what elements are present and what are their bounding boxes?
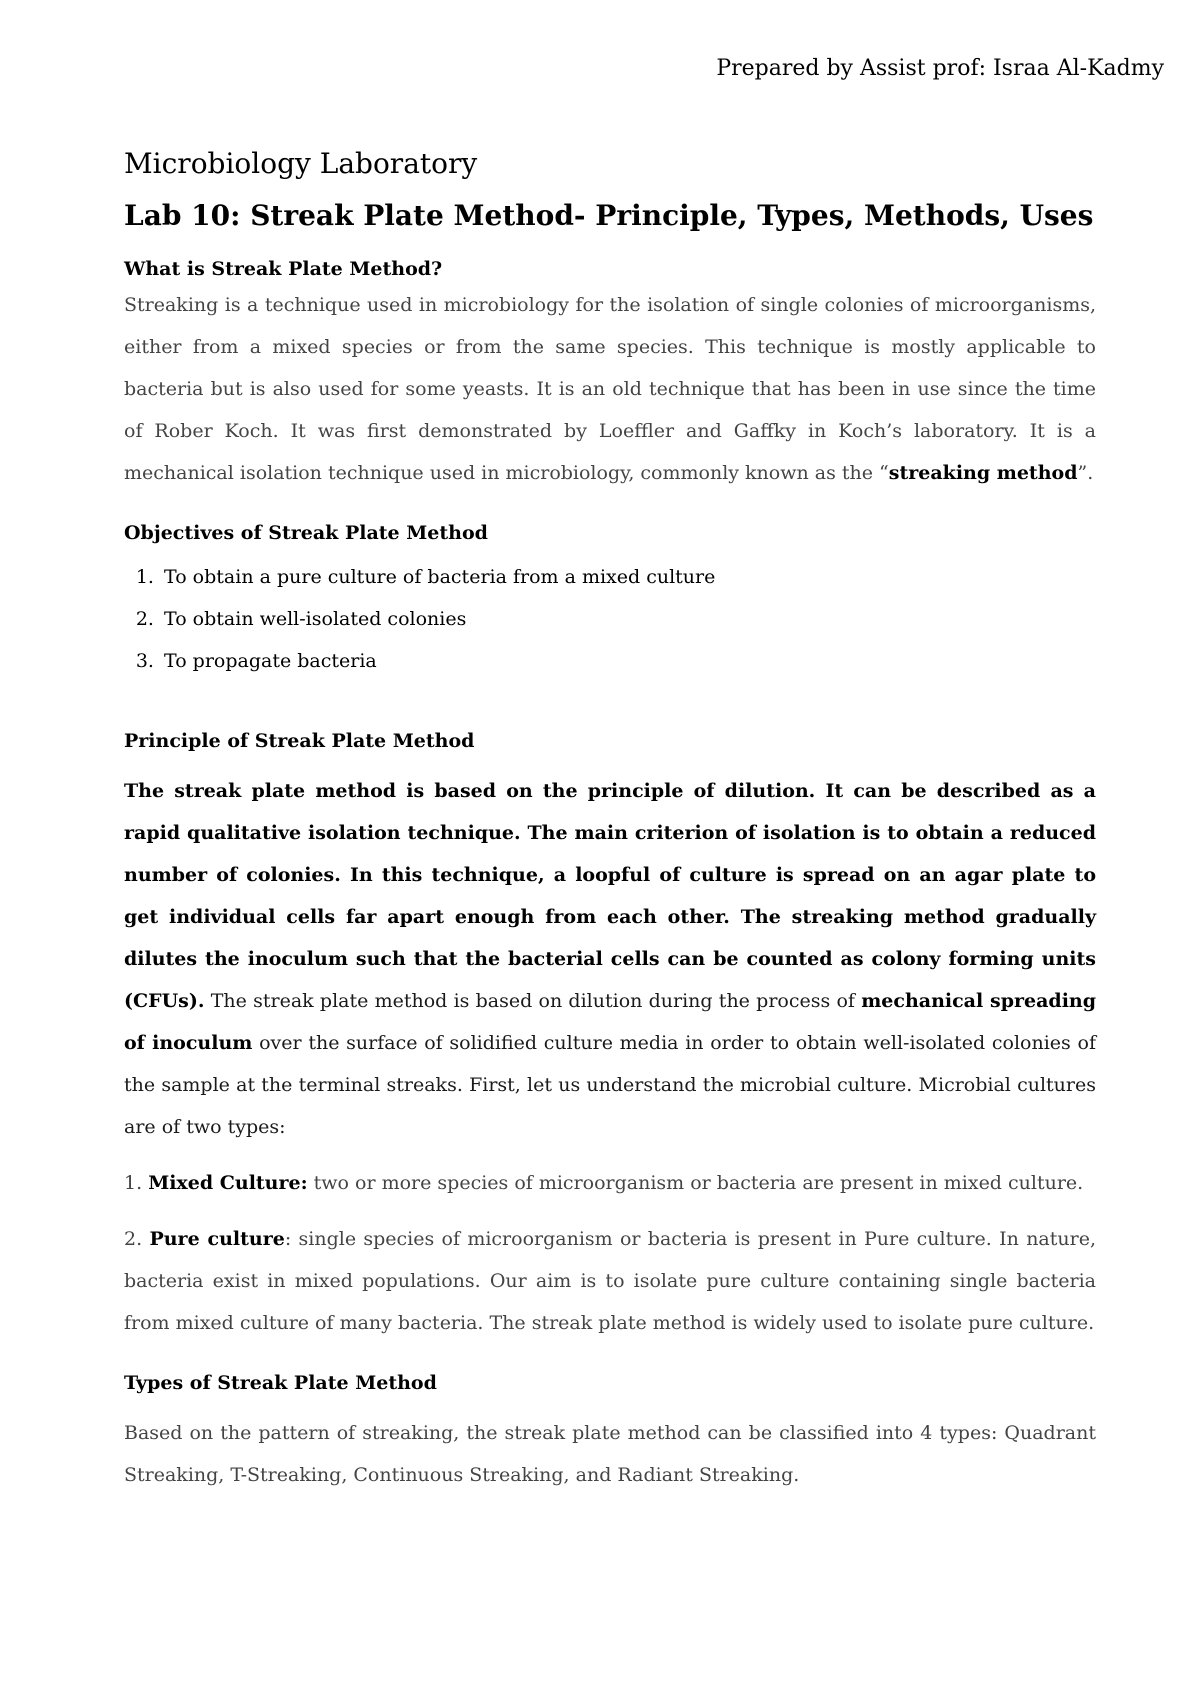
what-is-text-end: ”. bbox=[1077, 462, 1094, 484]
document-body bbox=[124, 140, 1096, 1496]
principle-paragraph bbox=[124, 770, 1096, 1148]
list-item: 2. To obtain well-isolated colonies bbox=[160, 598, 1096, 640]
mixed-culture-text: two or more species of microorganism or bacteria are present in mixed culture. bbox=[307, 1172, 1084, 1194]
lab-title: Lab 10: Streak Plate Method- Principle, Types, Methods, Uses bbox=[124, 199, 1094, 232]
principle-text-end: over the surface of solidified culture media in order to obtain well-isolated colonies of the sample at the terminal streaks. First, let us understand the microbial culture. Microbial cultures are of two types: bbox=[124, 1032, 1096, 1138]
what-is-paragraph bbox=[124, 284, 1096, 494]
course-title: Microbiology Laboratory bbox=[124, 147, 478, 180]
objectives-list bbox=[124, 556, 1096, 682]
mechanical-spreading-term: mechanical spreading of inoculum bbox=[124, 990, 1097, 1054]
principle-text-mid: The streak plate method is based on dilution during the process of bbox=[204, 990, 862, 1012]
list-item: 1. To obtain a pure culture of bacteria from a mixed culture bbox=[160, 556, 1096, 598]
pure-culture-number: 2. bbox=[124, 1228, 143, 1250]
streaking-method-term: streaking method bbox=[888, 462, 1078, 484]
list-item: 3. To propagate bacteria bbox=[160, 640, 1096, 682]
principle-heading: Principle of Streak Plate Method bbox=[124, 730, 475, 752]
pure-culture-paragraph bbox=[124, 1218, 1096, 1344]
types-paragraph: Based on the pattern of streaking, the streak plate method can be classified into 4 types: Quadrant Streaking, T-Streaking, Continuous Streaking, and Radiant Streaking. bbox=[124, 1422, 1096, 1486]
what-is-text: Streaking is a technique used in microbiology for the isolation of single colonies of microorganisms, either from a mixed species or from the same species. This technique is mostly applicable to bacteria but is also used for some yeasts. It is an old technique that has been in use since the time of Rober Koch. It was first demonstrated by Loeffler and Gaffky in Koch’s laboratory. It is a mechanical isolation technique used in microbiology, commonly known as the “ bbox=[124, 294, 1096, 484]
what-is-heading: What is Streak Plate Method? bbox=[124, 258, 443, 280]
header-credit: Prepared by Assist prof: Israa Al-Kadmy bbox=[716, 56, 1164, 81]
pure-culture-label: Pure culture bbox=[149, 1228, 285, 1250]
mixed-culture-number: 1. bbox=[124, 1172, 143, 1194]
principle-bold-intro: The streak plate method is based on the principle of dilution. It can be described as a rapid qualitative isolation technique. The main criterion of isolation is to obtain a reduced number of colonies. In this technique, a loopful of culture is spread on an agar plate to get individual cells far apart enough from each other. The streaking method gradually dilutes the inoculum such that the bacterial cells can be counted as colony forming units (CFUs). bbox=[124, 780, 1096, 1012]
mixed-culture-paragraph bbox=[124, 1162, 1096, 1204]
types-heading: Types of Streak Plate Method bbox=[124, 1372, 437, 1394]
mixed-culture-label: Mixed Culture: bbox=[148, 1172, 308, 1194]
objectives-heading: Objectives of Streak Plate Method bbox=[124, 522, 488, 544]
pure-culture-text: : single species of microorganism or bacteria is present in Pure culture. In nature, bacteria exist in mixed populations. Our aim is to isolate pure culture containing single bacteria from mixed culture of many bacteria. The streak plate method is widely used to isolate pure culture. bbox=[124, 1228, 1096, 1334]
